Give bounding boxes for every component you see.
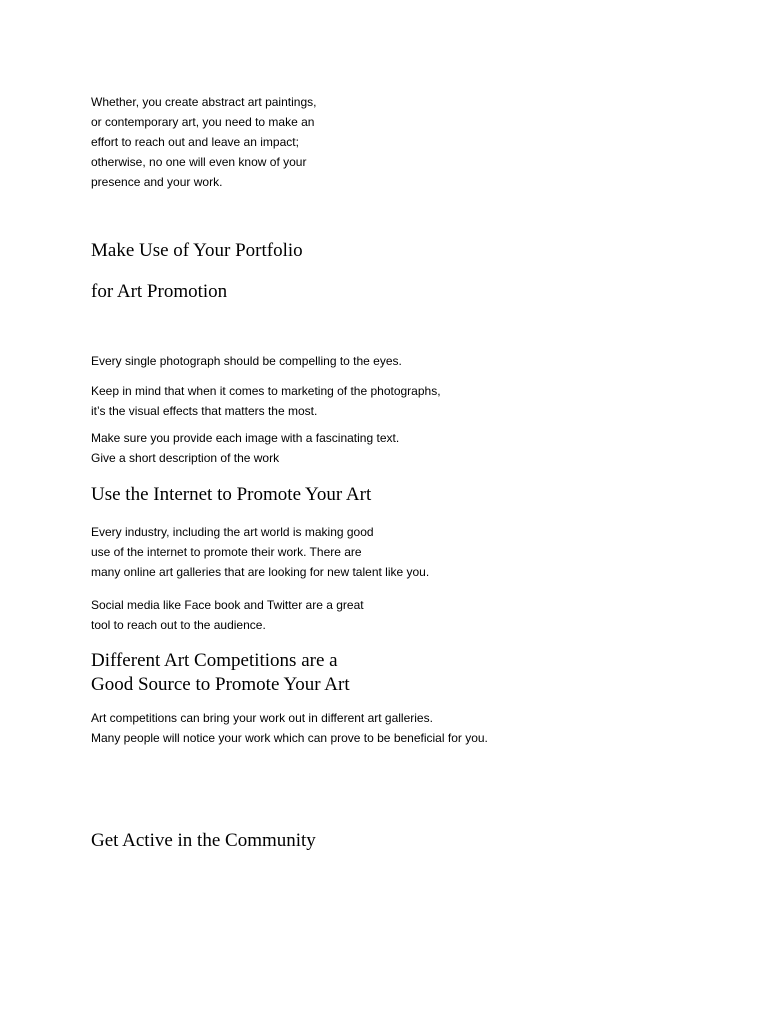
internet-paragraph-2: Social media like Face book and Twitter are a great tool to reach out to the audience. xyxy=(91,598,364,632)
section-heading-portfolio-line2: for Art Promotion xyxy=(91,281,228,302)
section-heading-community: Get Active in the Community xyxy=(91,830,316,851)
section-heading-competitions: Different Art Competitions are a Good Source to Promote Your Art xyxy=(91,650,350,695)
competitions-paragraph-1: Art competitions can bring your work out in different art galleries. Many people will notice your work which can prove to be beneficial for you. xyxy=(91,711,488,745)
intro-paragraph: Whether, you create abstract art paintings, or contemporary art, you need to make an effort to reach out and leave an impact; otherwise, no one will even know of your presence and your work. xyxy=(91,95,317,189)
internet-paragraph-1: Every industry, including the art world is making good use of the internet to promote their work. There are many online art galleries that are looking for new talent like you. xyxy=(91,525,430,579)
portfolio-paragraph-1: Every single photograph should be compelling to the eyes. xyxy=(91,354,402,368)
section-heading-portfolio-line1: Make Use of Your Portfolio xyxy=(91,240,303,261)
portfolio-paragraph-3: Make sure you provide each image with a fascinating text. Give a short description of the work xyxy=(91,431,400,465)
section-heading-internet: Use the Internet to Promote Your Art xyxy=(91,484,372,505)
portfolio-paragraph-2: Keep in mind that when it comes to marketing of the photographs, it’s the visual effects that matters the most. xyxy=(91,384,441,418)
